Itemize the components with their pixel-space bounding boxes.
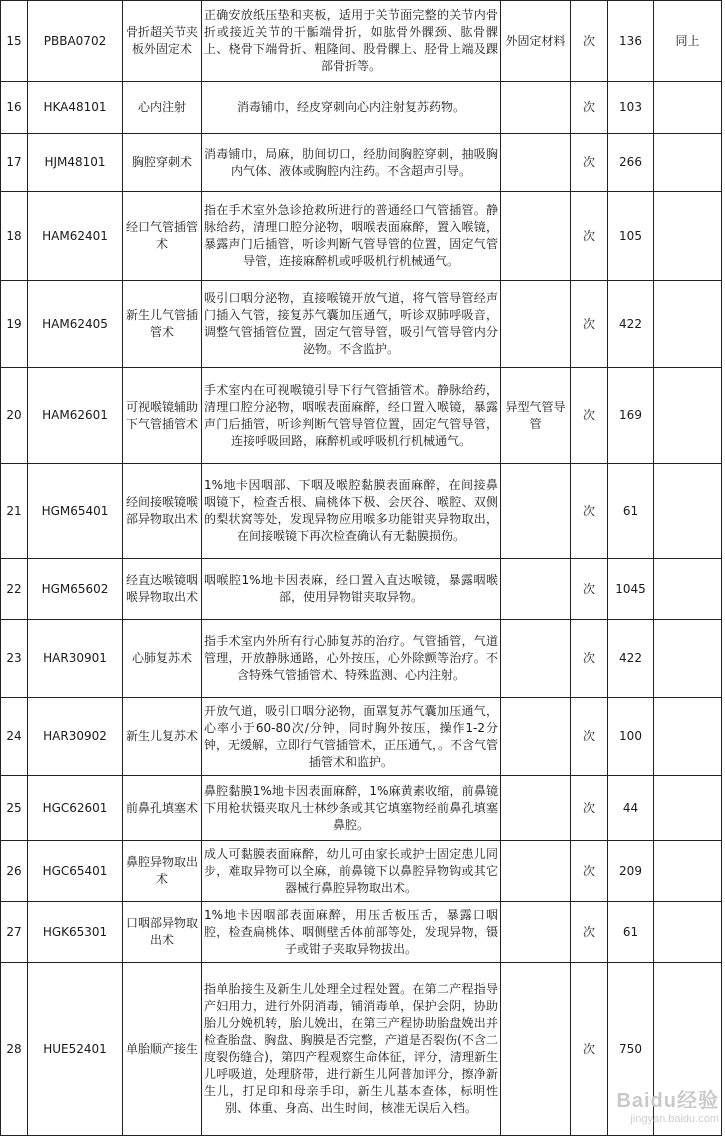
price-cell: 105 [608, 192, 654, 281]
unit-cell: 次 [571, 841, 608, 902]
item-code-cell: HGM65401 [28, 464, 123, 559]
table-row [1, 841, 722, 902]
excluded-material-cell [501, 698, 571, 776]
note-cell [654, 902, 722, 963]
item-description-cell: 吸引口咽分泌物，直接喉镜开放气道，将气管导管经声门插入气管，接复苏气囊加压通气，听诊双肺呼吸音，调整气管插管位置，固定气管导管，吸引气管导管内分泌物。不含监护。 [202, 281, 501, 368]
table-row [1, 134, 722, 192]
row-number-cell: 21 [1, 464, 28, 559]
unit-cell: 次 [571, 963, 608, 1136]
item-code-cell: HAM62601 [28, 368, 123, 464]
note-cell [654, 134, 722, 192]
table-row [1, 620, 722, 698]
price-cell: 209 [608, 841, 654, 902]
row-number-cell: 16 [1, 82, 28, 134]
item-code-cell: HGK65301 [28, 902, 123, 963]
item-description-cell: 指单胎接生及新生儿处理全过程处置。在第二产程指导产妇用力，进行外阴消毒，铺消毒单，保护会阴，协助胎儿分娩机转，胎儿娩出，在第三产程协助胎盘娩出并检查胎盘、胸盘、胸膜是否完整，产道是否裂伤(不含二度裂伤缝合)，第四产程观察生命体征，评分，清理新生儿呼吸道，处理脐带，进行新生儿阿普加评分，擦净新生儿，打足印和母亲手印，新生儿基本查体，标明性别、体重、身高、出生时间，核准无误后入档。 [202, 963, 501, 1136]
price-cell: 44 [608, 776, 654, 841]
excluded-material-cell [501, 620, 571, 698]
excluded-material-cell: 外固定材料 [501, 1, 571, 82]
price-cell: 100 [608, 698, 654, 776]
item-code-cell: HAR30902 [28, 698, 123, 776]
note-cell [654, 192, 722, 281]
unit-cell: 次 [571, 559, 608, 620]
unit-cell: 次 [571, 620, 608, 698]
table-row [1, 1, 722, 82]
item-name-cell: 心内注射 [123, 82, 202, 134]
unit-cell: 次 [571, 281, 608, 368]
table-body [1, 1, 722, 1136]
item-name-cell: 经间接喉镜喉部异物取出术 [123, 464, 202, 559]
row-number-cell: 18 [1, 192, 28, 281]
item-description-cell: 鼻腔黏膜1%地卡因表面麻醉，1%麻黄素收缩，前鼻镜下用枪状镊夹取凡士林纱条或其它填塞物经前鼻孔填塞鼻腔。 [202, 776, 501, 841]
item-code-cell: PBBA0702 [28, 1, 123, 82]
item-name-cell: 胸腔穿刺术 [123, 134, 202, 192]
item-code-cell: HAR30901 [28, 620, 123, 698]
note-cell [654, 698, 722, 776]
note-cell [654, 464, 722, 559]
item-name-cell: 可视喉镜辅助下气管插管术 [123, 368, 202, 464]
price-cell: 136 [608, 1, 654, 82]
item-name-cell: 新生儿复苏术 [123, 698, 202, 776]
unit-cell: 次 [571, 368, 608, 464]
row-number-cell: 25 [1, 776, 28, 841]
excluded-material-cell [501, 464, 571, 559]
price-cell: 422 [608, 281, 654, 368]
price-cell: 422 [608, 620, 654, 698]
row-number-cell: 24 [1, 698, 28, 776]
item-code-cell: HUE52401 [28, 963, 123, 1136]
unit-cell: 次 [571, 192, 608, 281]
price-cell: 61 [608, 464, 654, 559]
item-description-cell: 成人可黏膜表面麻醉，幼儿可由家长或护士固定患儿同步，难取异物可以全麻，前鼻镜下以鼻腔异物钩或其它器械行鼻腔异物取出术。 [202, 841, 501, 902]
item-name-cell: 骨折超关节夹板外固定术 [123, 1, 202, 82]
excluded-material-cell [501, 902, 571, 963]
table-row [1, 281, 722, 368]
item-name-cell: 新生儿气管插管术 [123, 281, 202, 368]
price-cell: 169 [608, 368, 654, 464]
item-name-cell: 经口气管插管术 [123, 192, 202, 281]
row-number-cell: 20 [1, 368, 28, 464]
price-cell: 61 [608, 902, 654, 963]
table-row [1, 776, 722, 841]
price-cell: 103 [608, 82, 654, 134]
row-number-cell: 23 [1, 620, 28, 698]
table-row [1, 963, 722, 1136]
table-row [1, 368, 722, 464]
item-description-cell: 消毒铺巾，经皮穿刺向心内注射复苏药物。 [202, 82, 501, 134]
table-row [1, 698, 722, 776]
item-code-cell: HJM48101 [28, 134, 123, 192]
watermark-url: jingyan.baidu.com [630, 1113, 719, 1125]
excluded-material-cell [501, 963, 571, 1136]
note-cell [654, 841, 722, 902]
note-cell [654, 82, 722, 134]
price-cell: 266 [608, 134, 654, 192]
note-cell [654, 281, 722, 368]
item-description-cell: 1%地卡因咽部、下咽及喉腔黏膜表面麻醉，在间接鼻咽镜下，检查舌根、扁桃体下极、会厌谷、喉腔、双侧的梨状窝等处，发现异物应用喉多功能钳夹异物取出，在间接喉镜下再次检查确认有无黏膜损伤。 [202, 464, 501, 559]
excluded-material-cell [501, 82, 571, 134]
item-code-cell: HGC62601 [28, 776, 123, 841]
excluded-material-cell [501, 559, 571, 620]
item-name-cell: 单胎顺产接生 [123, 963, 202, 1136]
excluded-material-cell: 异型气管导管 [501, 368, 571, 464]
row-number-cell: 22 [1, 559, 28, 620]
excluded-material-cell [501, 134, 571, 192]
item-name-cell: 前鼻孔填塞术 [123, 776, 202, 841]
item-description-cell: 指在手术室外急诊抢救所进行的普通经口气管插管。静脉给药，清理口腔分泌物，咽喉表面麻醉，置入喉镜，暴露声门后插管，听诊判断气管导管的位置，固定气管导管，连接麻醉机或呼吸机行机械通气。 [202, 192, 501, 281]
item-description-cell: 正确安放纸压垫和夹板，适用于关节面完整的关节内骨折或接近关节的干骺端骨折，如肱骨外髁颈、肱骨髁上、桡骨下端骨折、粗隆间、股骨髁上、胫骨上端及踝部骨折等。 [202, 1, 501, 82]
note-cell [654, 368, 722, 464]
row-number-cell: 15 [1, 1, 28, 82]
baidu-watermark [616, 1084, 719, 1125]
unit-cell: 次 [571, 698, 608, 776]
item-description-cell: 咽喉腔1%地卡因表麻，经口置入直达喉镜，暴露咽喉部，使用异物钳夹取异物。 [202, 559, 501, 620]
unit-cell: 次 [571, 134, 608, 192]
table-row [1, 559, 722, 620]
excluded-material-cell [501, 841, 571, 902]
item-name-cell: 经直达喉镜咽喉异物取出术 [123, 559, 202, 620]
note-cell [654, 620, 722, 698]
row-number-cell: 27 [1, 902, 28, 963]
item-description-cell: 开放气道，吸引口咽分泌物，面罩复苏气囊加压通气，心率小于60-80次/分钟，同时胸外按压，操作1-2分钟，无缓解，立即行气管插管术，正压通气，。不含气管插管术和监护。 [202, 698, 501, 776]
item-description-cell: 手术室内在可视喉镜引导下行气管插管术。静脉给药，清理口腔分泌物，咽喉表面麻醉，经口置入喉镜，暴露声门后插管，听诊判断气管导管位置，固定气管导管，连接呼吸回路，麻醉机或呼吸机行机械通气。 [202, 368, 501, 464]
unit-cell: 次 [571, 464, 608, 559]
item-name-cell: 心肺复苏术 [123, 620, 202, 698]
item-name-cell: 口咽部异物取出术 [123, 902, 202, 963]
item-code-cell: HGC65401 [28, 841, 123, 902]
item-code-cell: HKA48101 [28, 82, 123, 134]
price-cell: 750 [608, 963, 654, 1136]
item-code-cell: HGM65602 [28, 559, 123, 620]
item-description-cell: 指手术室内外所有行心肺复苏的治疗。气管插管，气道管理，开放静脉通路，心外按压，心外除颤等治疗。不含特殊气管插管术、特殊监测、心内注射。 [202, 620, 501, 698]
unit-cell: 次 [571, 776, 608, 841]
item-code-cell: HAM62405 [28, 281, 123, 368]
item-description-cell: 消毒铺巾，局麻，肋间切口，经肋间胸腔穿刺，抽吸胸内气体、液体或胸腔内注药。不含超声引导。 [202, 134, 501, 192]
item-description-cell: 1%地卡因咽部表面麻醉，用压舌板压舌，暴露口咽腔，检查扁桃体、咽侧壁舌体前部等处，发现异物，镊子或钳子夹取异物拔出。 [202, 902, 501, 963]
row-number-cell: 17 [1, 134, 28, 192]
table-row [1, 902, 722, 963]
row-number-cell: 19 [1, 281, 28, 368]
excluded-material-cell [501, 281, 571, 368]
unit-cell: 次 [571, 1, 608, 82]
note-cell: 同上 [654, 1, 722, 82]
table-row [1, 464, 722, 559]
unit-cell: 次 [571, 902, 608, 963]
watermark-brand: Baidu经验 [616, 1090, 719, 1112]
row-number-cell: 28 [1, 963, 28, 1136]
excluded-material-cell [501, 776, 571, 841]
item-name-cell: 鼻腔异物取出术 [123, 841, 202, 902]
price-cell: 1045 [608, 559, 654, 620]
note-cell [654, 559, 722, 620]
item-code-cell: HAM62401 [28, 192, 123, 281]
note-cell [654, 776, 722, 841]
excluded-material-cell [501, 192, 571, 281]
unit-cell: 次 [571, 82, 608, 134]
row-number-cell: 26 [1, 841, 28, 902]
table-row [1, 192, 722, 281]
table-row [1, 82, 722, 134]
